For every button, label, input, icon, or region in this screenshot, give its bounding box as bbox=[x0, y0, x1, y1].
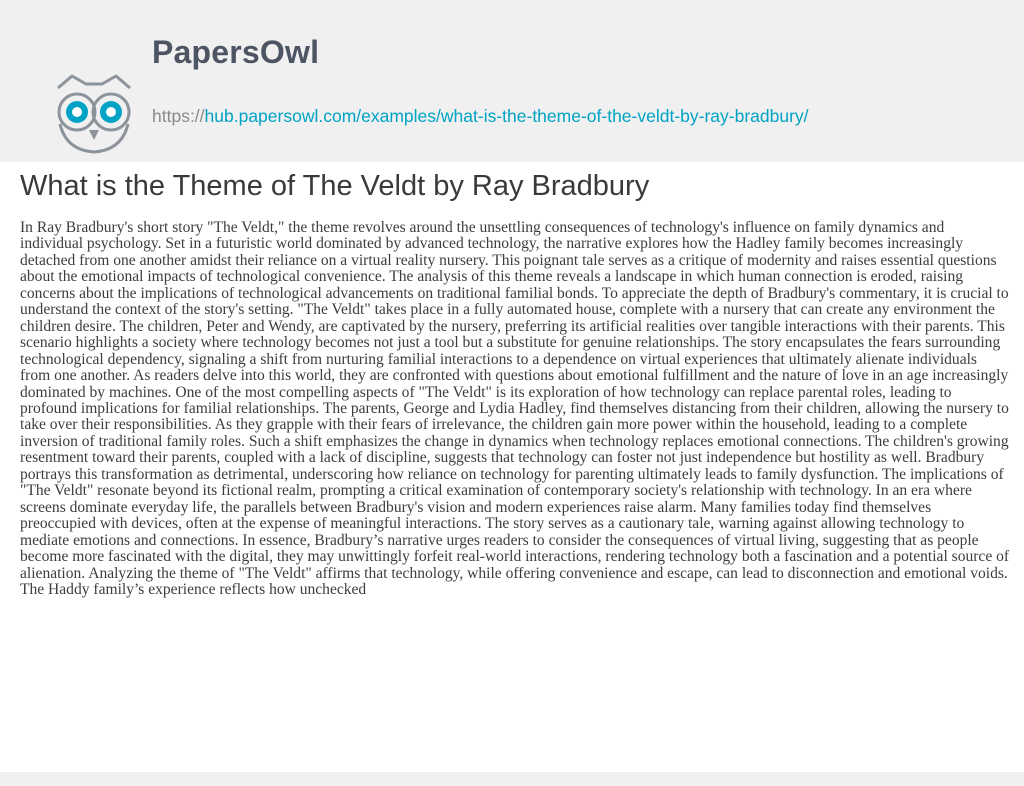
owl-logo-icon bbox=[46, 66, 142, 158]
url-path: hub.papersowl.com/examples/what-is-the-theme-of-the-veldt-by-ray-bradbury/ bbox=[204, 106, 809, 126]
brand-name: PapersOwl bbox=[152, 34, 320, 70]
site-header bbox=[0, 0, 1024, 162]
article-url-link[interactable] bbox=[152, 106, 809, 127]
url-scheme: https:// bbox=[152, 106, 205, 126]
page-title: What is the Theme of The Veldt by Ray Bradbury bbox=[20, 170, 650, 202]
article-body: In Ray Bradbury's short story "The Veldt," the theme revolves around the unsettling consequences of technology's influence on family dynamics and individual psychology. Set in a futuristic world dominated by advanced technology, the narrative explores how the Hadley family becomes increasingly detached from one another amidst their reliance on a virtual reality nursery. This poignant tale serves as a critique of modernity and raises essential questions about the emotional impacts of technological convenience. The analysis of this theme reveals a landscape in which human connection is eroded, raising concerns about the implications of technological advancements on traditional familial bonds. To appreciate the depth of Bradbury's commentary, it is crucial to understand the context of the story's setting. "The Veldt" takes place in a fully automated house, complete with a nursery that can create any environment the children desire. The children, Peter and Wendy, are captivated by the nursery, preferring its artificial realities over tangible interactions with their parents. This scenario highlights a society where technology becomes not just a tool but a substitute for genuine relationships. The story encapsulates the fears surrounding technological dependency, signaling a shift from nurturing familial interactions to a dependence on virtual experiences that ultimately alienate individuals from one another. As readers delve into this world, they are confronted with questions about emotional fulfillment and the nature of love in an age increasingly dominated by machines. One of the most compelling aspects of "The Veldt" is its exploration of how technology can replace parental roles, leading to profound implications for familial relationships. The parents, George and Lydia Hadley, find themselves distancing from their children, allowing the nursery to take over their responsibilities. As they grapple with their fears of irrelevance, the children gain more power within the household, leading to a complete inversion of traditional family roles. Such a shift emphasizes the change in dynamics when technology replaces emotional connections. The children's growing resentment toward their parents, coupled with a lack of discipline, suggests that technology can foster not just independence but hostility as well. Bradbury portrays this transformation as detrimental, underscoring how reliance on technology for parenting ultimately leads to family dysfunction. The implications of "The Veldt" resonate beyond its fictional realm, prompting a critical examination of contemporary society's relationship with technology. In an era where screens dominate everyday life, the parallels between Bradbury's vision and modern experiences raise alarm. Many families today find themselves preoccupied with devices, often at the expense of meaningful interactions. The story serves as a cautionary tale, warning against allowing technology to mediate emotions and connections. In essence, Bradbury’s narrative urges readers to consider the consequences of virtual living, suggesting that as people become more fascinated with the digital, they may unwittingly forfeit real-world interactions, rendering technology both a fascination and a potential source of alienation. Analyzing the theme of "The Veldt" affirms that technology, while offering convenience and escape, can lead to disconnection and emotional voids. The Haddy family’s experience reflects how unchecked bbox=[20, 219, 1010, 598]
footer-bar bbox=[0, 772, 1024, 786]
